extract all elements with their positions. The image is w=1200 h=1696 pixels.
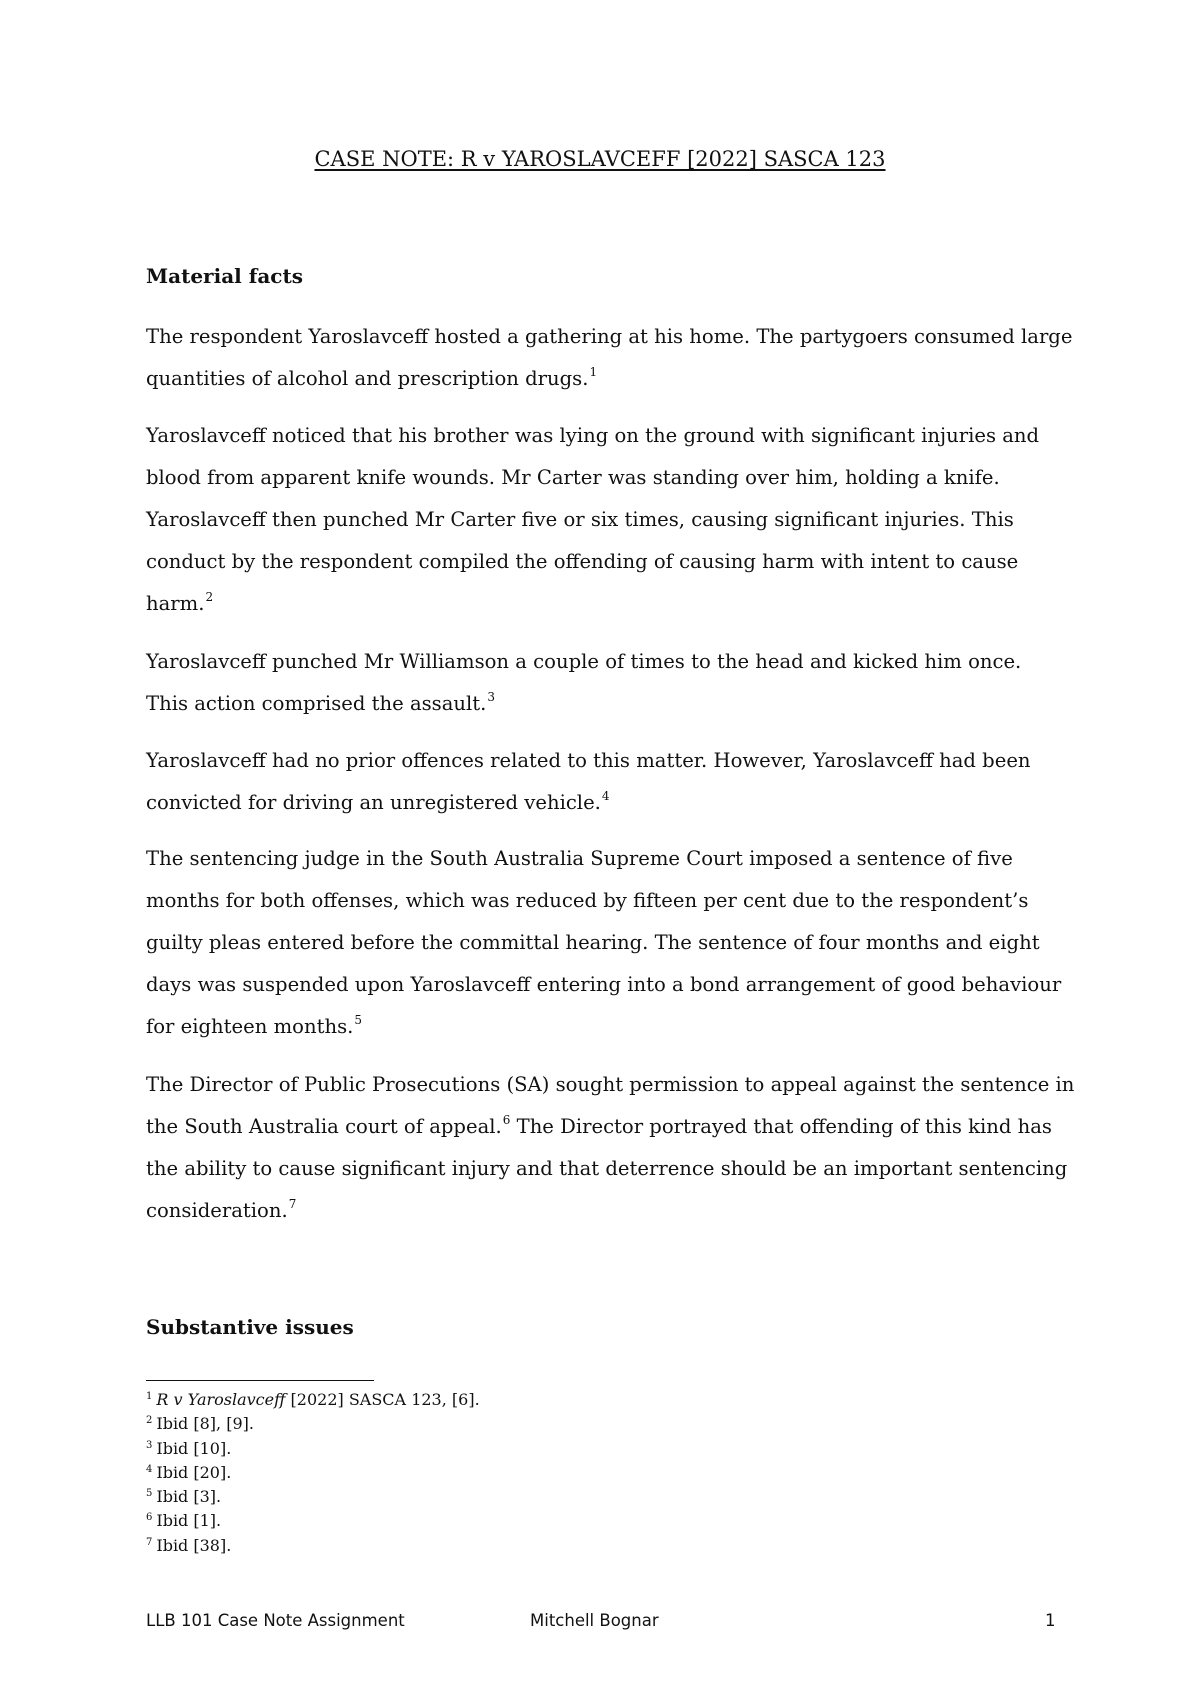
footnote-ref: 1 [589, 365, 598, 379]
text-line: days was suspended upon Yaroslavceff entering into a bond arrangement of good behaviour [146, 973, 1062, 996]
text-line: The sentencing judge in the South Australia Supreme Court imposed a sentence of five [146, 847, 1013, 870]
footnote-ref: 2 [205, 590, 214, 604]
section-heading-material-facts: Material facts [146, 264, 303, 288]
text-line: convicted for driving an unregistered vehicle.$^4$ [146, 789, 610, 814]
text-line: This action comprised the assault.$^3$ [146, 690, 496, 715]
paragraph-3 [146, 641, 1076, 725]
footnote-7: $^7$ Ibid [38]. [146, 1535, 232, 1555]
footnote-1: $^1$ R v Yaroslavceff [2022] SASCA 123, [6]. [146, 1390, 480, 1409]
footer-author: Mitchell Bognar [530, 1611, 659, 1630]
text-line: The Director of Public Prosecutions (SA) sought permission to appeal against the sentence in [146, 1073, 1075, 1096]
text-line: blood from apparent knife wounds. Mr Carter was standing over him, holding a knife. [146, 466, 1000, 489]
text-line: the ability to cause significant injury and that deterrence should be an important sentencing [146, 1157, 1068, 1180]
paragraph-1 [146, 316, 1076, 400]
text-line: guilty pleas entered before the committal hearing. The sentence of four months and eight [146, 931, 1040, 954]
footer-page-number: 1 [1045, 1611, 1056, 1630]
text-line: Yaroslavceff had no prior offences related to this matter. However, Yaroslavceff had been [146, 749, 1031, 772]
footnote-ref: 4 [601, 789, 610, 803]
section-heading-substantive-issues: Substantive issues [146, 1315, 354, 1339]
footnote-ref: 6 [502, 1113, 511, 1127]
footnote-ref: 5 [354, 1013, 362, 1027]
footnotes [146, 1388, 480, 1558]
paragraph-6 [146, 1064, 1076, 1232]
text-line: the South Australia court of appeal.$^6$ The Director portrayed that offending of this kind has [146, 1113, 1052, 1138]
footnote-3: $^3$ Ibid [10]. [146, 1438, 232, 1458]
paragraph-4 [146, 740, 1076, 824]
text-line: harm.$^2$ [146, 590, 214, 615]
text-line: Yaroslavceff then punched Mr Carter five or six times, causing significant injuries. This [146, 508, 1014, 531]
document-title: CASE NOTE: R v YAROSLAVCEFF [2022] SASCA 123 [314, 147, 886, 171]
footer-course: LLB 101 Case Note Assignment [146, 1611, 405, 1630]
footnote-ref: 3 [487, 690, 496, 704]
footnote-ref: 7 [288, 1197, 297, 1211]
text-line: Yaroslavceff punched Mr Williamson a couple of times to the head and kicked him once. [146, 650, 1022, 673]
text-line: The respondent Yaroslavceff hosted a gathering at his home. The partygoers consumed large [146, 325, 1073, 348]
text-line: conduct by the respondent compiled the offending of causing harm with intent to cause [146, 550, 1019, 573]
paragraph-2 [146, 415, 1076, 625]
paragraph-5 [146, 838, 1076, 1048]
footnote-6: $^6$ Ibid [1]. [146, 1511, 222, 1531]
text-line: quantities of alcohol and prescription drugs.$^1$ [146, 365, 598, 390]
text-line: for eighteen months.$^5$ [146, 1013, 362, 1038]
footnote-5: $^5$ Ibid [3]. [146, 1487, 222, 1507]
text-line: months for both offenses, which was reduced by fifteen per cent due to the respondent’s [146, 889, 1029, 912]
text-line: consideration.$^7$ [146, 1197, 297, 1222]
footnote-2: $^2$ Ibid [8], [9]. [146, 1414, 254, 1434]
footnote-separator [146, 1380, 374, 1381]
text-line: Yaroslavceff noticed that his brother was lying on the ground with significant injuries and [146, 424, 1040, 447]
footnote-4: $^4$ Ibid [20]. [146, 1462, 232, 1482]
